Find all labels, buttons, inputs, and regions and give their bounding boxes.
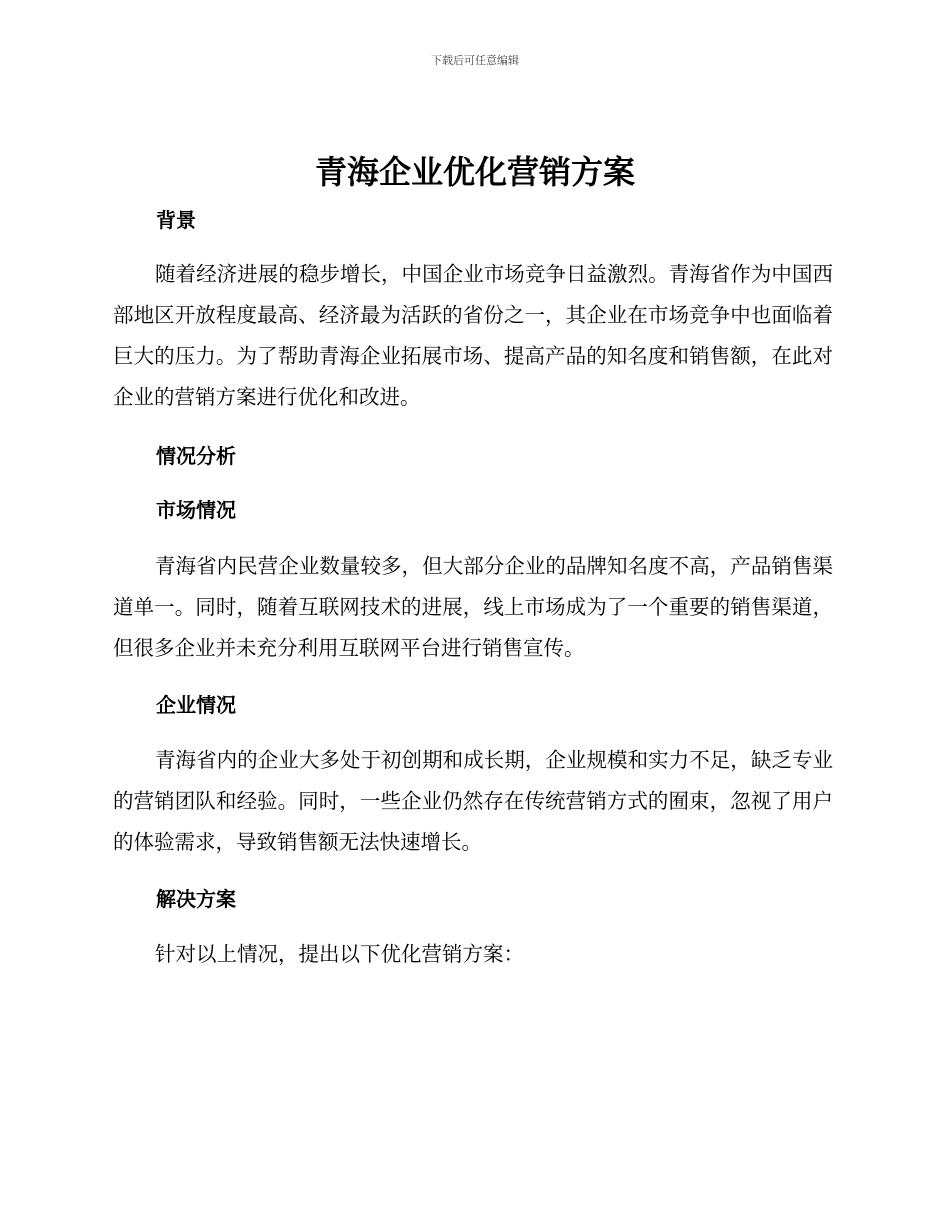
paragraph-enterprise-situation: 青海省内的企业大多处于初创期和成长期，企业规模和实力不足，缺乏专业的营销团队和经验。同时，一些企业仍然存在传统营销方式的囿束，忽视了用户的体验需求，导致销售额无法快速增长。 [113, 748, 833, 854]
heading-solution: 解决方案 [156, 887, 236, 911]
paragraph-solution: 针对以上情况，提出以下优化营销方案： [155, 942, 524, 966]
heading-enterprise-situation: 企业情况 [156, 693, 236, 717]
paragraph-market-situation: 青海省内民营企业数量较多，但大部分企业的品牌知名度不高，产品销售渠道单一。同时，随着互联网技术的进展，线上市场成为了一个重要的销售渠道，但很多企业并未充分利用互联网平台进行销售宣传。 [113, 554, 833, 660]
paragraph-background: 随着经济进展的稳步增长，中国企业市场竞争日益激烈。青海省作为中国西部地区开放程度最高、经济最为活跃的省份之一，其企业在市场竞争中也面临着巨大的压力。为了帮助青海企业拓展市场、提高产品的知名度和销售额，在此对企业的营销方案进行优化和改进。 [113, 262, 833, 409]
heading-market-situation: 市场情况 [156, 498, 236, 522]
document-title: 青海企业优化营销方案 [314, 153, 635, 191]
heading-situation-analysis: 情况分析 [156, 444, 236, 468]
header-note: 下载后可任意编辑 [431, 54, 519, 67]
heading-background: 背景 [156, 208, 196, 232]
